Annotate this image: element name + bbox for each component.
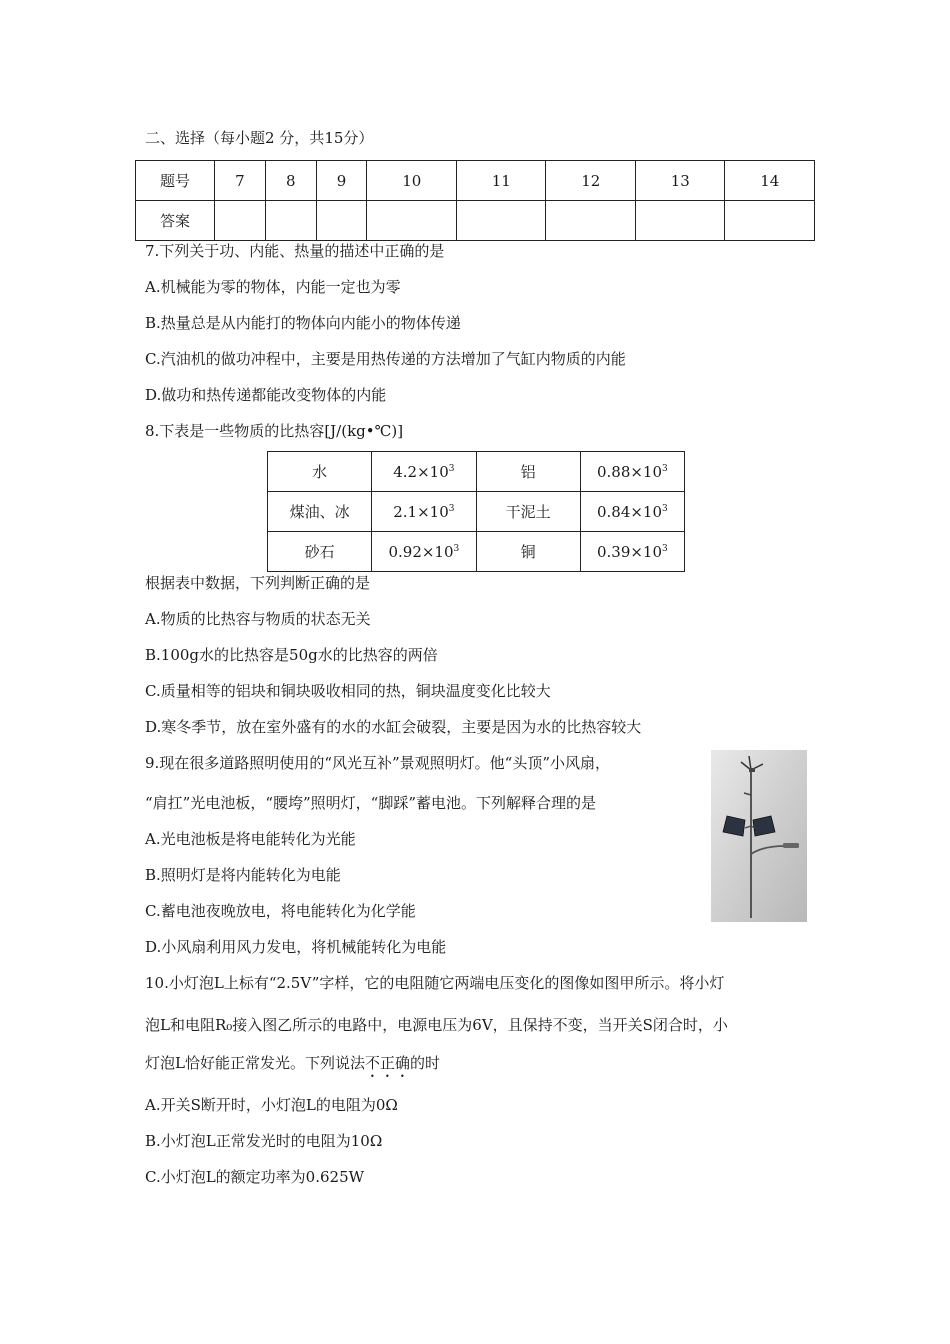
answer-table: [135, 160, 815, 241]
substance-cell: 水: [268, 452, 372, 492]
question-number-cell: 11: [456, 161, 546, 201]
q10-stem-line1: 10.小灯泡L上标有“2.5V”字样，它的电阻随它两端电压变化的图像如图甲所示。将小灯: [145, 974, 725, 992]
q7-option-b: B.热量总是从内能打的物体向内能小的物体传递: [145, 314, 461, 332]
value-cell: $0.92\times 10^3$: [372, 532, 476, 572]
q8-option-c: C.质量相等的铝块和铜块吸收相同的热，铜块温度变化比较大: [145, 682, 551, 700]
q8-after-table: 根据表中数据，下列判断正确的是: [145, 574, 371, 592]
row-label-number: 题号: [136, 161, 215, 201]
specific-heat-table: [267, 451, 685, 572]
value-cell: $0.84\times 10^3$: [580, 492, 684, 532]
substance-cell: 铝: [476, 452, 580, 492]
q8-option-b: B.100g水的比热容是50g水的比热容的两倍: [145, 646, 438, 664]
q8-stem: 8.下表是一些物质的比热容[J/(kg•℃)]: [145, 422, 404, 440]
answer-cell[interactable]: [635, 201, 725, 241]
section-title: 二、选择（每小题2 分，共15分）: [145, 129, 374, 147]
emphasized-negation: 不正确: [364, 1054, 410, 1072]
q10-option-b: B.小灯泡L正常发光时的电阻为10Ω: [145, 1132, 383, 1150]
table-row: [136, 161, 815, 201]
answer-cell[interactable]: [546, 201, 636, 241]
q10-stem-line2: 泡L和电阻R₀接入图乙所示的电路中，电源电压为6V，且保持不变，当开关S闭合时，小: [145, 1016, 728, 1034]
table-row: [268, 532, 685, 572]
q10-stem-line3: 灯泡L恰好能正常发光。下列说法不正确的时: [145, 1054, 440, 1072]
answer-cell[interactable]: [725, 201, 815, 241]
question-number-cell: 10: [367, 161, 457, 201]
table-row: [268, 452, 685, 492]
answer-cell[interactable]: [265, 201, 316, 241]
question-number-cell: 13: [635, 161, 725, 201]
q7-option-d: D.做功和热传递都能改变物体的内能: [145, 386, 387, 404]
answer-cell[interactable]: [456, 201, 546, 241]
q8-option-d: D.寒冬季节，放在室外盛有的水的水缸会破裂，主要是因为水的比热容较大: [145, 718, 642, 736]
q7-option-a: A.机械能为零的物体，内能一定也为零: [145, 278, 401, 296]
q10-option-c: C.小灯泡L的额定功率为0.625W: [145, 1168, 365, 1186]
substance-cell: 铜: [476, 532, 580, 572]
substance-cell: 煤油、冰: [268, 492, 372, 532]
q9-stem-line2: “肩扛”光电池板，“腰垮”照明灯，“脚踩”蓄电池。下列解释合理的是: [145, 794, 597, 812]
q9-option-a: A.光电池板是将电能转化为光能: [145, 830, 356, 848]
q9-option-d: D.小风扇利用风力发电，将机械能转化为电能: [145, 938, 447, 956]
wind-solar-street-lamp-image: [711, 750, 807, 922]
table-row: [136, 201, 815, 241]
answer-cell[interactable]: [367, 201, 457, 241]
q7-option-c: C.汽油机的做功冲程中，主要是用热传递的方法增加了气缸内物质的内能: [145, 350, 626, 368]
question-number-cell: 14: [725, 161, 815, 201]
row-label-answer: 答案: [136, 201, 215, 241]
q8-option-a: A.物质的比热容与物质的状态无关: [145, 610, 371, 628]
value-cell: $4.2\times 10^3$: [372, 452, 476, 492]
value-cell: $0.39\times 10^3$: [580, 532, 684, 572]
value-cell: $0.88\times 10^3$: [580, 452, 684, 492]
q7-stem: 7.下列关于功、内能、热量的描述中正确的是: [145, 242, 445, 260]
answer-cell[interactable]: [215, 201, 266, 241]
q9-option-c: C.蓄电池夜晚放电，将电能转化为化学能: [145, 902, 416, 920]
question-number-cell: 8: [265, 161, 316, 201]
table-row: [268, 492, 685, 532]
answer-cell[interactable]: [316, 201, 367, 241]
question-number-cell: 9: [316, 161, 367, 201]
q10-option-a: A.开关S断开时，小灯泡L的电阻为0Ω: [145, 1096, 398, 1114]
substance-cell: 砂石: [268, 532, 372, 572]
q9-stem-line1: 9.现在很多道路照明使用的“风光互补”景观照明灯。他“头顶”小风扇，: [145, 754, 610, 772]
substance-cell: 干泥土: [476, 492, 580, 532]
q9-option-b: B.照明灯是将内能转化为电能: [145, 866, 341, 884]
question-number-cell: 12: [546, 161, 636, 201]
value-cell: $2.1\times 10^3$: [372, 492, 476, 532]
question-number-cell: 7: [215, 161, 266, 201]
